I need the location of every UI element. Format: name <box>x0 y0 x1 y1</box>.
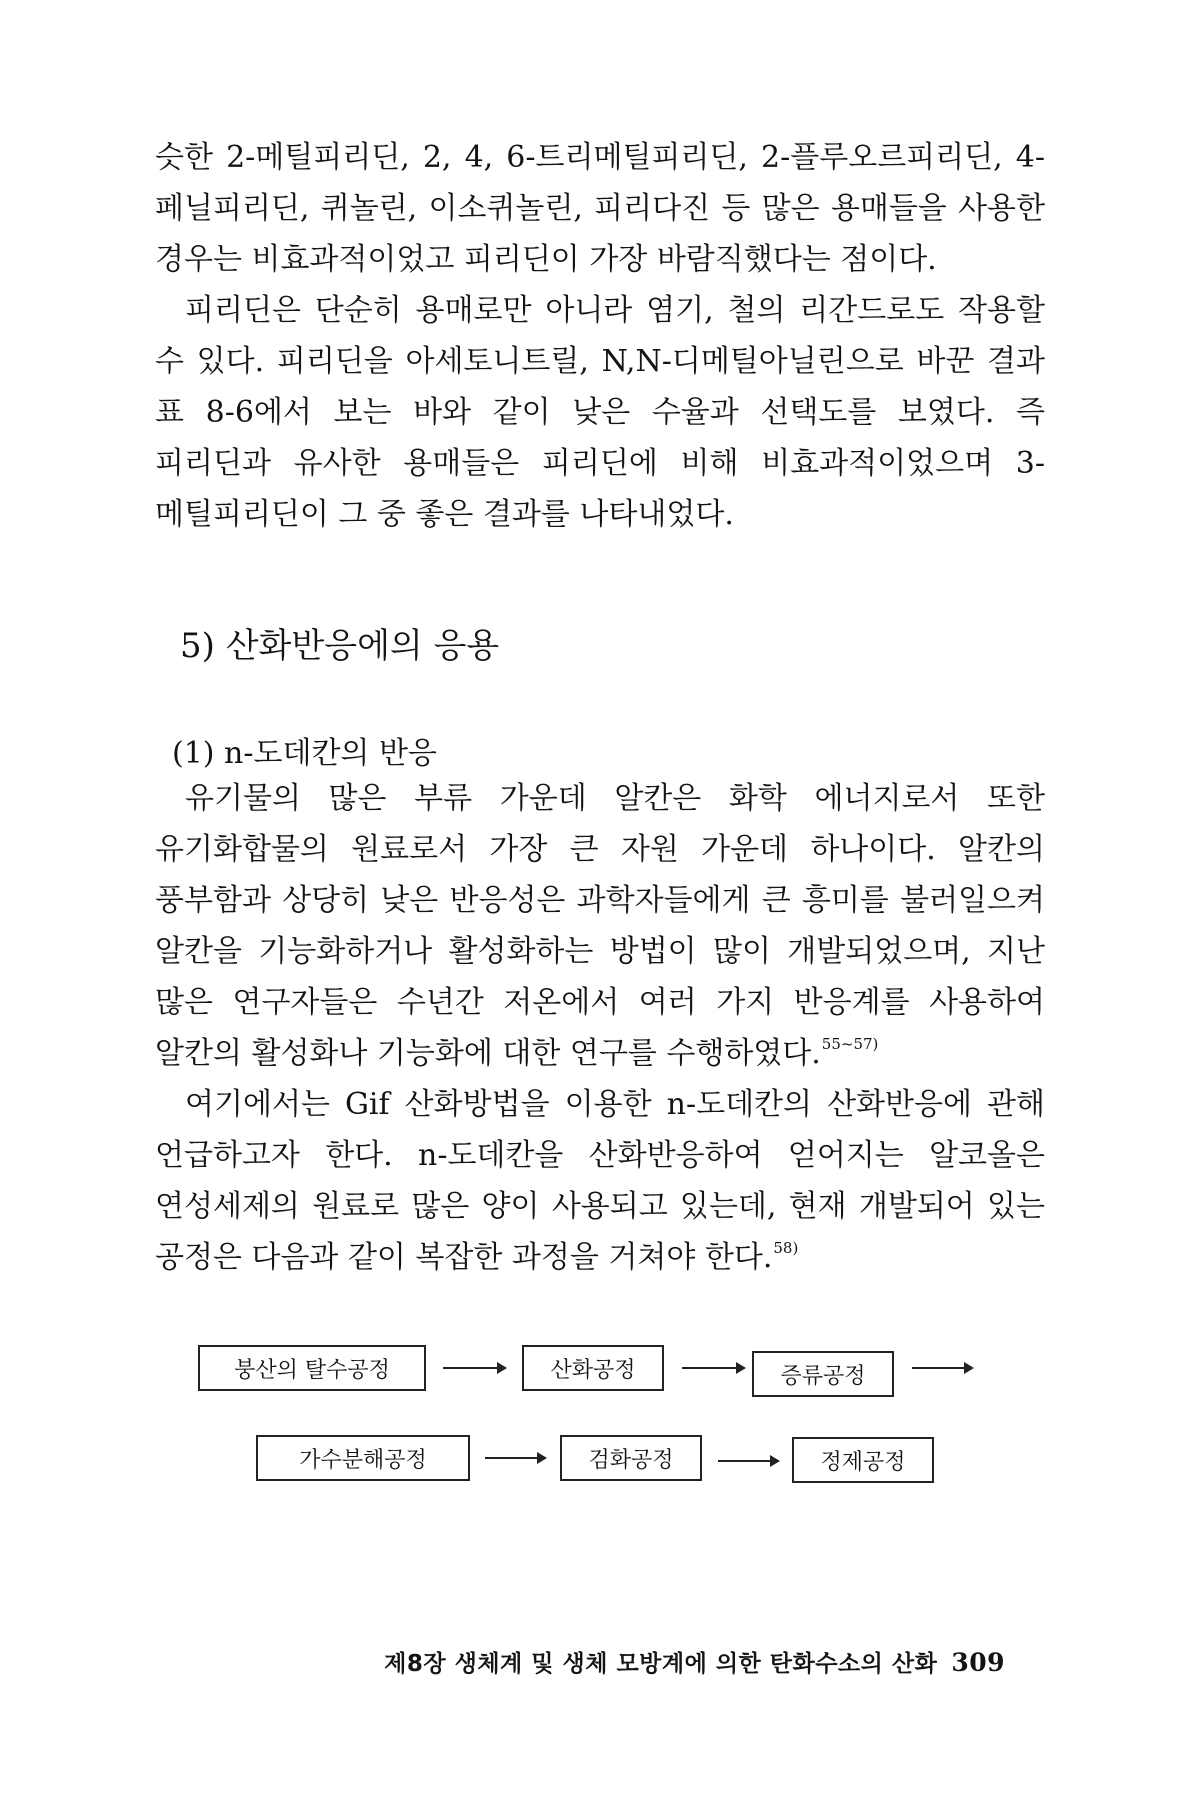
arrow-right-icon <box>443 1367 505 1369</box>
process-flow-diagram <box>0 1345 1200 1495</box>
page-number: 309 <box>951 1648 1005 1677</box>
subsection-heading: (1) n-도데칸의 반응 <box>172 736 437 771</box>
reference-marker: 55~57) <box>821 1035 879 1053</box>
step-distillation: 증류공정 <box>752 1351 894 1397</box>
body-text-top <box>155 132 1045 540</box>
body-text-bottom <box>155 773 1045 1283</box>
paragraph-alkane-intro <box>155 773 1045 1079</box>
chapter-title: 제8장 생체계 및 생체 모방계에 의한 탄화수소의 산화 <box>384 1651 938 1677</box>
paragraph-pyridine-role: 피리딘은 단순히 용매로만 아니라 염기, 철의 리간드로도 작용할 수 있다. 피리딘을 아세토니트릴, N,N-디메틸아닐린으로 바꾼 결과 표 8-6에서 보는 바와 같이 낮은 수율과 선택도를 보였다. 즉 피리딘과 유사한 용매들은 피리딘에 비해 비효과적이었으며 3-메틸피리딘이 그 중 좋은 결과를 나타내었다. <box>155 293 1045 532</box>
step-hydrolysis: 가수분해공정 <box>256 1435 470 1481</box>
step-boric-acid-dehydration: 붕산의 탈수공정 <box>198 1345 426 1391</box>
paragraph-gif-text: 여기에서는 Gif 산화방법을 이용한 n-도데칸의 산화반응에 관해 언급하고자 한다. n-도데칸을 산화반응하여 얻어지는 알코올은 연성세제의 원료로 많은 양이 사용되고 있는데, 현재 개발되어 있는 공정은 다음과 같이 복잡한 과정을 거쳐야 한다. <box>155 1087 1045 1275</box>
step-oxidation: 산화공정 <box>522 1345 664 1391</box>
arrow-right-icon <box>682 1367 744 1369</box>
arrow-right-icon <box>718 1460 778 1462</box>
paragraph-continuation: 슷한 2-메틸피리딘, 2, 4, 6-트리메틸피리딘, 2-플루오르피리딘, 4-페닐피리딘, 퀴놀린, 이소퀴놀린, 피리다진 등 많은 용매들을 사용한 경우는 비효과적이었고 피리딘이 가장 바람직했다는 점이다. <box>155 140 1045 277</box>
arrow-right-icon <box>912 1367 972 1369</box>
paragraph-gif-method <box>155 1079 1045 1283</box>
arrow-right-icon <box>485 1457 545 1459</box>
section-heading: 5) 산화반응에의 응용 <box>180 626 500 666</box>
step-saponification: 검화공정 <box>560 1435 702 1481</box>
reference-marker: 58) <box>773 1239 799 1257</box>
paragraph-alkane-text: 유기물의 많은 부류 가운데 알칸은 화학 에너지로서 또한 유기화합물의 원료로서 가장 큰 자원 가운데 하나이다. 알칸의 풍부함과 상당히 낮은 반응성은 과학자들에게 큰 흥미를 불러일으켜 알칸을 기능화하거나 활성화하는 방법이 많이 개발되었으며, 지난 많은 연구자들은 수년간 저온에서 여러 가지 반응계를 사용하여 알칸의 활성화나 기능화에 대한 연구를 수행하였다. <box>155 781 1045 1071</box>
running-footer <box>384 1645 1005 1678</box>
step-purification: 정제공정 <box>792 1437 934 1483</box>
